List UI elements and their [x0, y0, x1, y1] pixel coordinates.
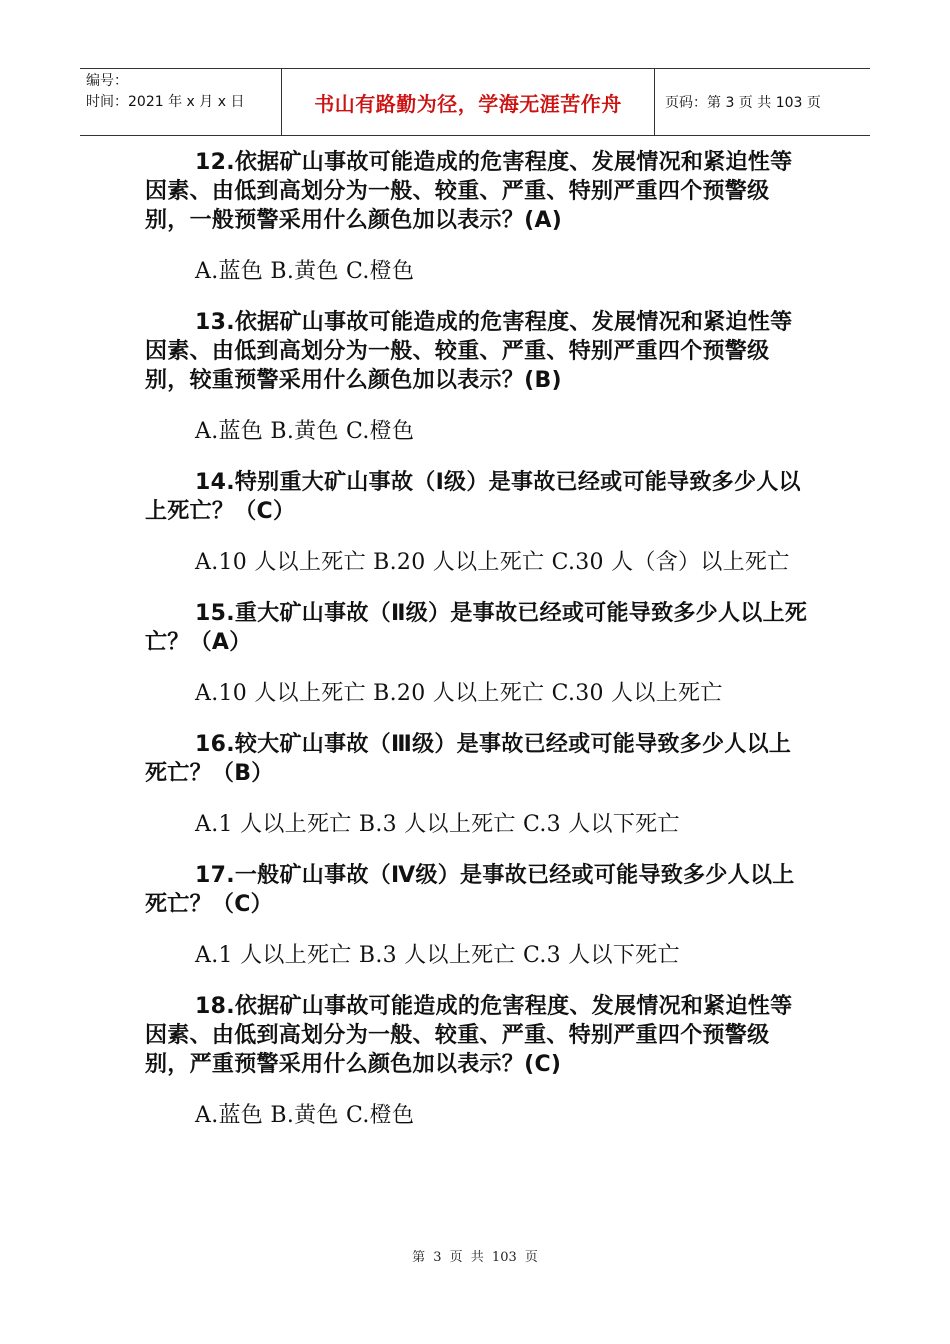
question-options: A.1 人以上死亡 B.3 人以上死亡 C.3 人以下死亡 — [195, 812, 680, 837]
question-item — [145, 730, 810, 839]
header-meta — [80, 69, 282, 135]
document-date: 时间：2021 年 x 月 x 日 — [86, 94, 245, 110]
question-list — [145, 148, 810, 1130]
header-page-info: 页码：第 3 页 共 103 页 — [665, 95, 821, 111]
question-text: 16.较大矿山事故（Ⅲ级）是事故已经或可能导致多少人以上死亡？（B） — [145, 732, 792, 786]
question-text: 18.依据矿山事故可能造成的危害程度、发展情况和紧迫性等因素、由低到高划分为一般、较重、严重、特别严重四个预警级别，严重预警采用什么颜色加以表示？(C) — [145, 994, 793, 1077]
question-item — [145, 992, 810, 1130]
question-item — [145, 148, 810, 286]
question-text: 15.重大矿山事故（Ⅱ级）是事故已经或可能导致多少人以上死亡？（A） — [145, 601, 808, 655]
question-text: 14.特别重大矿山事故（Ⅰ级）是事故已经或可能导致多少人以上死亡？（C） — [145, 470, 801, 524]
question-item — [145, 599, 810, 708]
document-number: 编号： — [86, 73, 128, 89]
question-text: 12.依据矿山事故可能造成的危害程度、发展情况和紧迫性等因素、由低到高划分为一般、较重、严重、特别严重四个预警级别，一般预警采用什么颜色加以表示？(A) — [145, 150, 793, 233]
page-footer: 第 3 页 共 103 页 — [412, 1250, 538, 1265]
question-options: A.10 人以上死亡 B.20 人以上死亡 C.30 人（含）以上死亡 — [195, 550, 790, 575]
question-options: A.1 人以上死亡 B.3 人以上死亡 C.3 人以下死亡 — [195, 943, 680, 968]
header-motto: 书山有路勤为径，学海无涯苦作舟 — [282, 69, 655, 135]
question-text: 13.依据矿山事故可能造成的危害程度、发展情况和紧迫性等因素、由低到高划分为一般、较重、严重、特别严重四个预警级别，较重预警采用什么颜色加以表示？(B) — [145, 310, 793, 393]
question-text: 17.一般矿山事故（Ⅳ级）是事故已经或可能导致多少人以上死亡？（C） — [145, 863, 795, 917]
question-options: A.蓝色 B.黄色 C.橙色 — [195, 259, 415, 284]
question-item — [145, 468, 810, 577]
question-item — [145, 308, 810, 446]
question-item — [145, 861, 810, 970]
page-header — [80, 68, 870, 136]
question-options: A.蓝色 B.黄色 C.橙色 — [195, 1103, 415, 1128]
question-options: A.蓝色 B.黄色 C.橙色 — [195, 419, 415, 444]
question-options: A.10 人以上死亡 B.20 人以上死亡 C.30 人以上死亡 — [195, 681, 723, 706]
